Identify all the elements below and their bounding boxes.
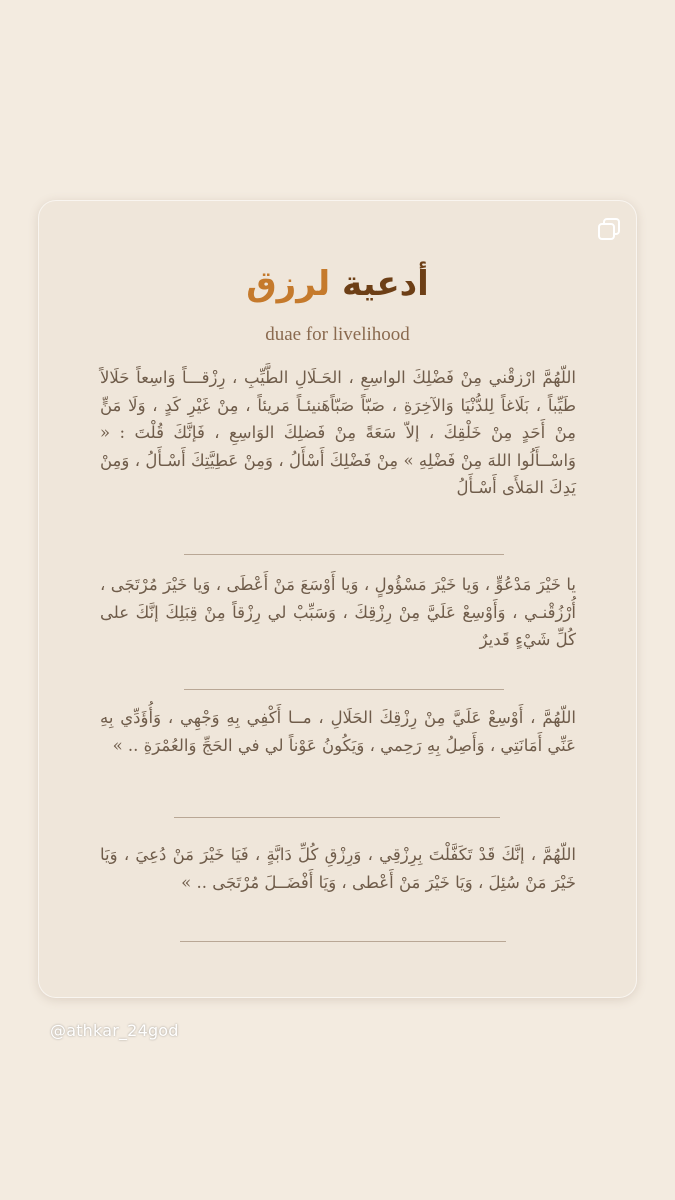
title-word-1: أدعية — [341, 264, 429, 304]
divider-1 — [184, 554, 504, 555]
dua-paragraph-4: اللّهُمَّ ، إنَّكَ قَدْ تَكَفَّلْتَ بِرِزْقِي ، وَرِزْقِ كُلِّ دَابَّةٍ ، فَيَا خَيْرَ مَنْ دُعِيَ ، وَيَا خَيْرَ مَنْ سُئِلَ ، وَيَا خَيْرَ مَنْ أَعْطى ، وَيَا أَفْضَــلَ مُرْتَجَى .. » — [100, 845, 576, 892]
dua-card — [38, 200, 637, 998]
divider-3 — [174, 817, 500, 818]
page-subtitle: duae for livelihood — [265, 324, 410, 345]
dua-paragraph-3: اللّهُمَّ ، أَوْسِعْ عَلَيَّ مِنْ رِزْقِكَ الحَلَالِ ، مــا أَكْفِي بِهِ وَجْهِي ، وَأُؤَدِّي بِهِ عَنِّي أَمَانَتِي ، وَأَصِلُ بِهِ رَحِمي ، وَيَكُونُ عَوْناً لي في الحَجِّ وَالعُمْرَةِ .. » — [100, 708, 576, 755]
dua-paragraph-1: اللّهُمَّ ارْزقْني مِنْ فَضْلِكَ الواسِعِ ، الحَـلَالِ الطَّيِّبِ ، رِزْقـــاً وَاسِعاً حَلَالاً طَيِّباً ، بَلَاغاً لِلدُّنْيَا وَالآخِرَةِ ، صَبّاً صَبّاًهَنيئـاً مَريئاً ، مِنْ غَيْرِ كَدٍ ، وَلَا مَنٍّ مِنْ أَحَدٍ مِنْ خَلْقِكَ ، إلاّ سَعَةً مِنْ فَضلِكَ الوَاسِعِ ، فَإنَّكَ قُلْتَ : « وَاسْــأَلُوا اللهَ مِنْ فَضْلِهِ » مِنْ فَضْلِكَ أَسْأَلُ ، وَمِنْ عَطِيَّتِكَ أَسْـأَلُ ، وَمِنْ يَدِكَ المَلأَى أَسْـأَلُ — [100, 368, 576, 497]
multiple-pages-icon[interactable] — [598, 218, 620, 240]
divider-2 — [184, 689, 504, 690]
divider-4 — [180, 941, 506, 942]
page-title — [38, 262, 637, 306]
dua-paragraph-2: يا خَيْرَ مَدْعُوٍّ ، وَيا خَيْرَ مَسْؤُولٍ ، وَيا أَوْسَعَ مَنْ أَعْطَى ، وَيا خَيْرَ مُرْتَجَى ، أُرْزُقْنـي ، وَأَوْسِعْ عَلَيَّ مِنْ رِزْقِكَ ، وَسَبِّبْ لي رِزْقاً مِنْ قِبَلِكَ إنَّكَ على كُلِّ شَيْءٍ قَديرٌ — [100, 575, 576, 649]
title-word-2: لرزق — [246, 264, 331, 304]
account-watermark: @athkar_24god — [50, 1021, 179, 1040]
